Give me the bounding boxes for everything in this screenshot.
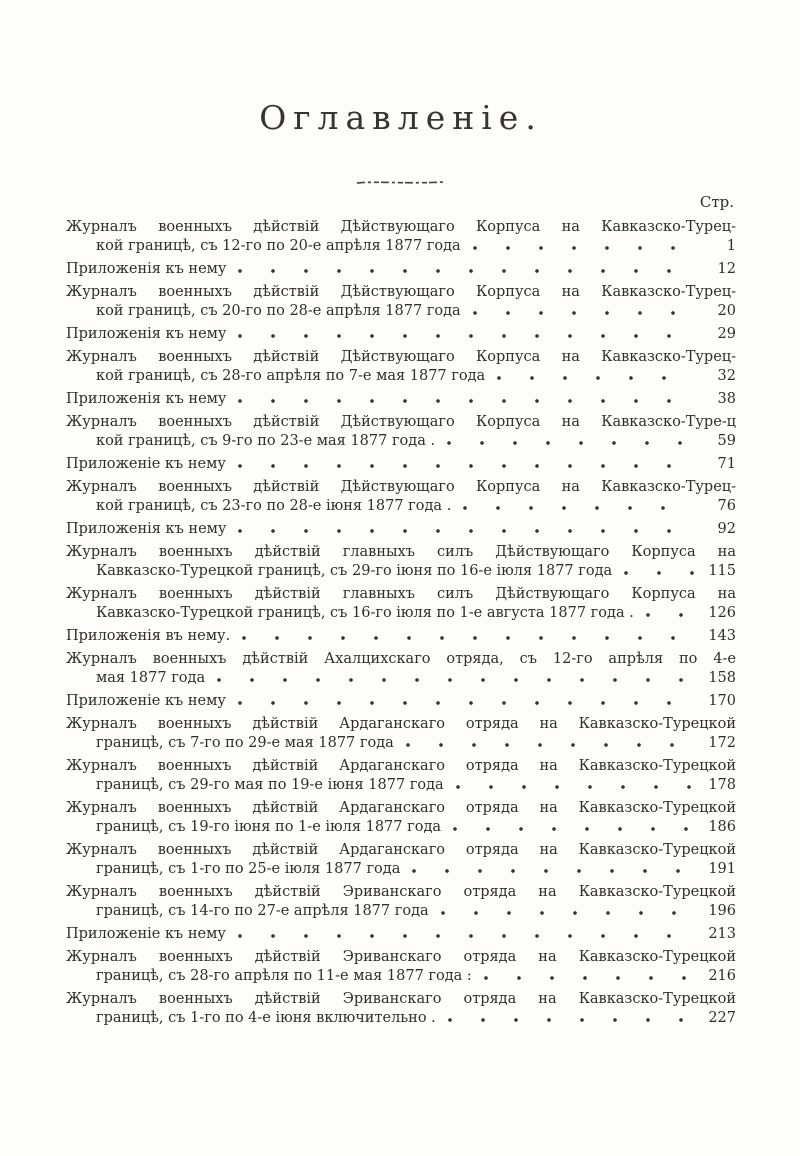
entry-last-line	[66, 902, 736, 921]
dot-leader	[484, 976, 694, 980]
entry-text-line: Журналъ военныхъ дѣйствій Эриванскаго отряда на Кавказско-Турецкой	[66, 991, 736, 1007]
entry-page-number: 172	[708, 735, 736, 751]
entry-last-line	[66, 734, 736, 753]
entry-text-line: Журналъ военныхъ дѣйствій Дѣйствующаго Корпуса на Кавказско-Турец-	[66, 479, 736, 495]
entry-last-line	[66, 520, 736, 539]
dot-leader	[217, 678, 694, 682]
entry-last-line	[66, 260, 736, 279]
toc-entry	[66, 650, 736, 688]
dot-leader	[238, 269, 694, 273]
toc-entry	[66, 990, 736, 1028]
entry-last-line	[66, 1009, 736, 1028]
entry-last-line	[66, 432, 736, 451]
toc-entry	[66, 478, 736, 516]
entry-page-number: 59	[717, 433, 736, 449]
entry-text-line: Журналъ военныхъ дѣйствій Дѣйствующаго Корпуса на Кавказско-Турец-	[66, 284, 736, 300]
entry-page-number: 115	[708, 563, 736, 579]
entry-page-number: 32	[717, 368, 736, 384]
entry-page-number: 227	[708, 1010, 736, 1026]
dot-leader	[497, 376, 694, 380]
entry-page-number: 178	[708, 777, 736, 793]
dot-leader	[624, 571, 694, 575]
entry-text: границѣ, съ 7-го по 29-е мая 1877 года	[96, 735, 394, 751]
entry-page-number: 20	[717, 303, 736, 319]
dot-leader	[448, 1018, 694, 1022]
toc-entry	[66, 585, 736, 623]
toc-entry	[66, 692, 736, 711]
entry-last-line	[66, 776, 736, 795]
entry-last-line	[66, 967, 736, 986]
entry-text: кой границѣ, съ 28-го апрѣля по 7-е мая 1877 года	[96, 368, 486, 384]
entry-last-line	[66, 455, 736, 474]
toc-entry	[66, 757, 736, 795]
entry-text: кой границѣ, съ 12-го по 20-е апрѣля 1877 года	[96, 238, 461, 254]
entry-text-line: Журналъ военныхъ дѣйствій Ардаганскаго отряда на Кавказско-Турецкой	[66, 842, 736, 858]
entry-text-line: Журналъ военныхъ дѣйствій Дѣйствующаго Корпуса на Кавказско-Турец-	[66, 349, 736, 365]
dot-leader	[463, 506, 694, 510]
entry-text-line: Журналъ военныхъ дѣйствій главныхъ силъ Дѣйствующаго Корпуса на	[66, 544, 736, 560]
entry-last-line	[66, 860, 736, 879]
toc-entry	[66, 948, 736, 986]
toc-entries	[66, 218, 736, 1028]
entry-text-line: Журналъ военныхъ дѣйствій Ахалцихскаго отряда, съ 12-го апрѣля по 4-е	[66, 651, 736, 667]
entry-last-line	[66, 302, 736, 321]
entry-page-number: 216	[708, 968, 736, 984]
dot-leader	[238, 399, 694, 403]
ornament-wrap	[66, 171, 736, 179]
entry-page-number: 196	[708, 903, 736, 919]
entry-page-number: 76	[717, 498, 736, 514]
entry-page-number: 158	[708, 670, 736, 686]
toc-entry	[66, 218, 736, 256]
entry-text: границѣ, съ 1-го по 25-е іюля 1877 года	[96, 861, 401, 877]
ornament-divider-icon	[355, 179, 447, 186]
entry-text-line: Журналъ военныхъ дѣйствій Эриванскаго отряда на Кавказско-Турецкой	[66, 884, 736, 900]
entry-last-line	[66, 818, 736, 837]
entry-text: Приложеніе къ нему	[66, 693, 226, 709]
dot-leader	[646, 613, 694, 617]
toc-entry	[66, 520, 736, 539]
dot-leader	[406, 743, 694, 747]
entry-last-line	[66, 497, 736, 516]
entry-page-number: 1	[726, 238, 736, 254]
dot-leader	[238, 334, 694, 338]
entry-text-line: Журналъ военныхъ дѣйствій Эриванскаго отряда на Кавказско-Турецкой	[66, 949, 736, 965]
toc-entry	[66, 260, 736, 279]
entry-text: Приложенія въ нему.	[66, 628, 231, 644]
entry-last-line	[66, 390, 736, 409]
entry-last-line	[66, 237, 736, 256]
entry-text-line: Журналъ военныхъ дѣйствій Ардаганскаго отряда на Кавказско-Турецкой	[66, 758, 736, 774]
entry-text-line: Журналъ военныхъ дѣйствій главныхъ силъ Дѣйствующаго Корпуса на	[66, 586, 736, 602]
dot-leader	[412, 869, 694, 873]
toc-entry	[66, 283, 736, 321]
page-title: Оглавленіе.	[259, 98, 543, 137]
entry-text: Приложеніе къ нему	[66, 926, 226, 942]
dot-leader	[238, 464, 694, 468]
toc-entry	[66, 627, 736, 646]
entry-last-line	[66, 562, 736, 581]
entry-text: Кавказско-Турецкой границѣ, съ 29-го іюня по 16-е іюля 1877 года	[96, 563, 613, 579]
entry-text: Приложенія къ нему	[66, 326, 227, 342]
dot-leader	[473, 311, 694, 315]
entry-last-line	[66, 925, 736, 944]
entry-page-number: 71	[717, 456, 736, 472]
entry-last-line	[66, 325, 736, 344]
entry-text-line: Журналъ военныхъ дѣйствій Дѣйствующаго Корпуса на Кавказско-Туре-ц	[66, 414, 736, 430]
entry-page-number: 191	[708, 861, 736, 877]
toc-entry	[66, 799, 736, 837]
dot-leader	[447, 441, 694, 445]
toc-entry	[66, 413, 736, 451]
entry-page-number: 29	[717, 326, 736, 342]
entry-last-line	[66, 367, 736, 386]
page-column-header: Стр.	[699, 193, 734, 211]
entry-page-number: 92	[717, 521, 736, 537]
entry-last-line	[66, 627, 736, 646]
entry-page-number: 170	[708, 693, 736, 709]
dot-leader	[238, 934, 694, 938]
entry-page-number: 143	[708, 628, 736, 644]
entry-text: границѣ, съ 1-го по 4-е іюня включительно .	[96, 1010, 436, 1026]
entry-text: Кавказско-Турецкой границѣ, съ 16-го іюля по 1-е августа 1877 года .	[96, 605, 634, 621]
dot-leader	[473, 246, 694, 250]
entry-text: Приложеніе къ нему	[66, 456, 226, 472]
dot-leader	[456, 785, 694, 789]
entry-text: кой границѣ, съ 23-го по 28-е іюня 1877 года .	[96, 498, 452, 514]
entry-text-line: Журналъ военныхъ дѣйствій Ардаганскаго отряда на Кавказско-Турецкой	[66, 716, 736, 732]
dot-leader	[453, 827, 694, 831]
entry-page-number: 213	[708, 926, 736, 942]
entry-text: Приложенія къ нему	[66, 261, 227, 277]
entry-text: границѣ, съ 19-го іюня по 1-е іюля 1877 года	[96, 819, 442, 835]
entry-text: мая 1877 года	[96, 670, 206, 686]
entry-last-line	[66, 604, 736, 623]
entry-last-line	[66, 669, 736, 688]
entry-page-number: 186	[708, 819, 736, 835]
toc-entry	[66, 841, 736, 879]
toc-entry	[66, 883, 736, 921]
entry-text: границѣ, съ 28-го апрѣля по 11-е мая 1877 года :	[96, 968, 472, 984]
toc-entry	[66, 543, 736, 581]
entry-text-line: Журналъ военныхъ дѣйствій Дѣйствующаго Корпуса на Кавказско-Турец-	[66, 219, 736, 235]
toc-entry	[66, 455, 736, 474]
toc-entry	[66, 325, 736, 344]
entry-text: Приложенія къ нему	[66, 521, 227, 537]
entry-page-number: 12	[717, 261, 736, 277]
entry-text: кой границѣ, съ 20-го по 28-е апрѣля 1877 года	[96, 303, 461, 319]
dot-leader	[441, 911, 694, 915]
entry-text: Приложенія къ нему	[66, 391, 227, 407]
toc-entry	[66, 390, 736, 409]
entry-text-line: Журналъ военныхъ дѣйствій Ардаганскаго отряда на Кавказско-Турецкой	[66, 800, 736, 816]
entry-page-number: 38	[717, 391, 736, 407]
entry-text: границѣ, съ 29-го мая по 19-е іюня 1877 года	[96, 777, 444, 793]
entry-text: границѣ, съ 14-го по 27-е апрѣля 1877 года	[96, 903, 429, 919]
entry-page-number: 126	[708, 605, 736, 621]
toc-entry	[66, 715, 736, 753]
dot-leader	[238, 701, 694, 705]
entry-last-line	[66, 692, 736, 711]
dot-leader	[242, 636, 694, 640]
toc-entry	[66, 925, 736, 944]
toc-entry	[66, 348, 736, 386]
entry-text: кой границѣ, съ 9-го по 23-е мая 1877 года .	[96, 433, 436, 449]
dot-leader	[238, 529, 694, 533]
